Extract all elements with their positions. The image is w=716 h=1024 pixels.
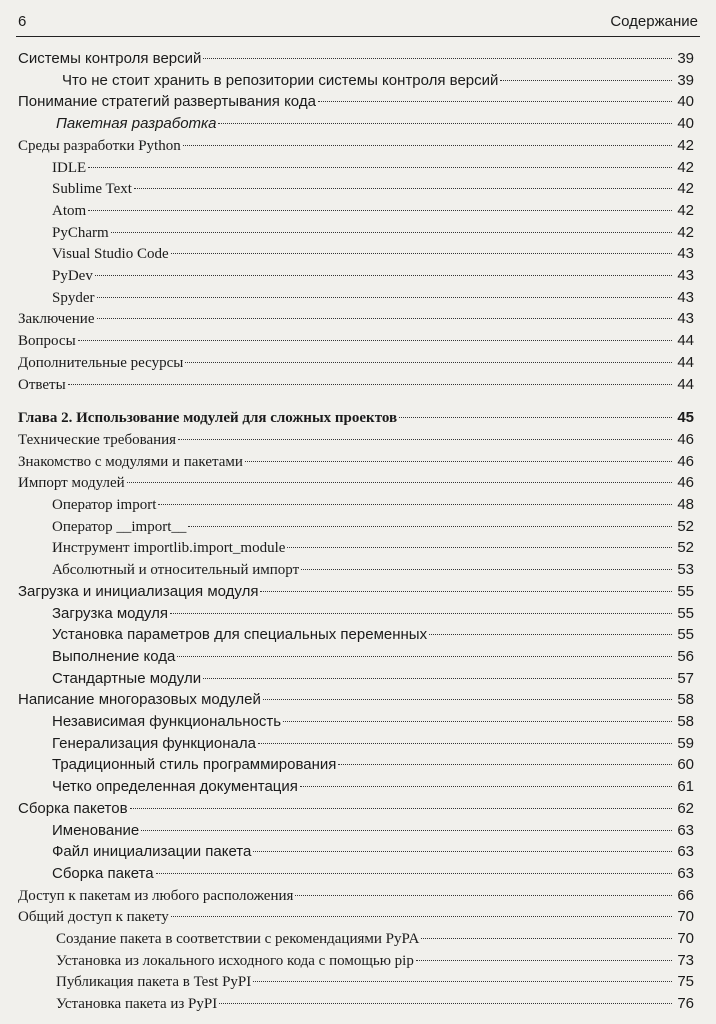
dot-leader — [95, 275, 672, 276]
toc-page-number: 55 — [677, 626, 694, 644]
toc-subentry[interactable] — [52, 820, 694, 841]
toc-page-number: 53 — [677, 561, 694, 579]
toc-page-number: 70 — [677, 908, 694, 926]
toc-entry-title: Пакетная разработка — [56, 115, 217, 133]
toc-subentry[interactable] — [52, 624, 694, 645]
toc-page-number: 59 — [677, 734, 694, 752]
toc-page-number: 40 — [677, 115, 694, 133]
toc-entry-title: Загрузка модуля — [52, 604, 168, 622]
toc-page-number: 60 — [677, 756, 694, 774]
toc-entry-title: Общий доступ к пакету — [18, 909, 169, 926]
toc-page-number: 76 — [677, 995, 694, 1013]
toc-entry-title: Visual Studio Code — [52, 246, 169, 263]
dot-leader — [68, 384, 672, 385]
toc-entry-title: Публикация пакета в Test PyPI — [56, 974, 252, 991]
toc-entry[interactable] — [18, 798, 694, 819]
toc-entry[interactable] — [18, 374, 694, 395]
toc-page-number: 55 — [677, 582, 694, 600]
toc-entry-title: Написание многоразовых модулей — [18, 691, 261, 709]
dot-leader — [263, 699, 672, 700]
toc-entry-title: IDLE — [52, 159, 87, 176]
toc-entry-title: Ответы — [18, 376, 66, 393]
dot-leader — [111, 232, 672, 233]
toc-page-number: 46 — [677, 430, 694, 448]
toc-subentry[interactable] — [52, 668, 694, 689]
toc-entry-title: Дополнительные ресурсы — [18, 354, 184, 371]
toc-subentry[interactable] — [52, 841, 694, 862]
toc-subentry[interactable] — [52, 178, 694, 199]
toc-entry-title: Знакомство с модулями и пакетами — [18, 453, 243, 470]
toc-page-number: 73 — [677, 951, 694, 969]
toc-page-number: 42 — [677, 136, 694, 154]
dot-leader — [283, 721, 672, 722]
toc-subentry[interactable] — [52, 776, 694, 797]
dot-leader — [156, 873, 672, 874]
toc-entry-title: Инструмент importlib.import_module — [52, 540, 286, 557]
toc-page-number: 55 — [677, 604, 694, 622]
toc-subentry[interactable] — [52, 243, 694, 264]
toc-entry[interactable] — [18, 451, 694, 472]
toc-entry-title: Именование — [52, 821, 140, 839]
dot-leader — [177, 656, 672, 657]
dot-leader — [178, 439, 672, 440]
dot-leader — [295, 895, 672, 896]
dot-leader — [421, 938, 672, 939]
toc-entry-title: Импорт модулей — [18, 475, 125, 492]
toc-entry[interactable] — [18, 91, 694, 112]
toc-subentry[interactable] — [52, 733, 694, 754]
dot-leader — [260, 591, 672, 592]
dot-leader — [171, 916, 672, 917]
dot-leader — [170, 613, 672, 614]
toc-page-number: 75 — [677, 973, 694, 991]
toc-subentry[interactable] — [52, 646, 694, 667]
toc-page-number: 48 — [677, 496, 694, 513]
dot-leader — [500, 80, 672, 81]
dot-leader — [253, 851, 672, 852]
dot-leader — [158, 504, 672, 505]
toc-page-number: 42 — [677, 201, 694, 219]
toc-entry-title: Spyder — [52, 289, 95, 306]
toc-page-number: 44 — [677, 375, 694, 393]
toc-entry-title: Установка параметров для специальных переменных — [52, 626, 428, 644]
toc-page-number: 45 — [677, 409, 694, 427]
dot-leader — [88, 210, 672, 211]
toc-entry[interactable] — [18, 906, 694, 927]
toc-entry-title: Традиционный стиль программирования — [52, 756, 337, 774]
toc-page-number: 62 — [677, 799, 694, 817]
toc-page-number: 57 — [677, 669, 694, 687]
dot-leader — [203, 678, 672, 679]
dot-leader — [338, 764, 672, 765]
toc-entry[interactable] — [18, 330, 694, 351]
toc-page-number: 46 — [677, 452, 694, 470]
toc-subentry[interactable] — [56, 993, 694, 1014]
dot-leader — [203, 58, 672, 59]
toc-entry[interactable] — [18, 689, 694, 710]
toc-entry-title: Atom — [52, 202, 87, 219]
toc-page-number: 58 — [677, 713, 694, 730]
toc-entry-title: Файл инициализации пакета — [52, 843, 252, 861]
toc-page-number: 70 — [677, 930, 694, 947]
toc-subentry[interactable] — [52, 200, 694, 221]
toc-subentry[interactable] — [52, 863, 694, 884]
toc-subentry[interactable] — [52, 537, 694, 558]
dot-leader — [183, 145, 672, 146]
toc-subentry[interactable] — [52, 494, 694, 515]
toc-entry[interactable] — [18, 48, 694, 69]
section-title: Содержание — [610, 13, 698, 30]
dot-leader — [300, 786, 672, 787]
dot-leader — [141, 830, 672, 831]
toc-subentry[interactable] — [52, 711, 694, 732]
dot-leader — [429, 634, 672, 635]
dot-leader — [301, 569, 672, 570]
toc-page-number: 40 — [677, 93, 694, 111]
toc-entry-title: Стандартные модули — [52, 669, 202, 687]
toc-entry-title: Что не стоит хранить в репозитории системы контроля версий — [62, 71, 499, 89]
toc-subentry[interactable] — [52, 265, 694, 286]
toc-entry[interactable] — [18, 352, 694, 373]
toc-page-number: 61 — [677, 778, 694, 796]
toc-entry-title: Независимая функциональность — [52, 713, 282, 730]
toc-subentry[interactable] — [52, 754, 694, 775]
toc-subentry[interactable] — [52, 516, 694, 537]
toc-page-number: 58 — [677, 691, 694, 709]
toc-subentry[interactable] — [52, 287, 694, 308]
toc-subentry[interactable] — [56, 113, 694, 134]
toc-page-number: 43 — [677, 245, 694, 263]
toc-page-number: 63 — [677, 864, 694, 882]
dot-leader — [97, 297, 673, 298]
toc-subentry[interactable] — [52, 157, 694, 178]
toc-page-number: 42 — [677, 180, 694, 198]
toc-entry[interactable] — [18, 429, 694, 450]
dot-leader — [127, 482, 672, 483]
toc-page-number: 43 — [677, 310, 694, 328]
toc-page-number: 43 — [677, 288, 694, 306]
toc-entry-title: Среды разработки Python — [18, 137, 181, 154]
dot-leader — [258, 743, 672, 744]
toc-entry[interactable] — [18, 135, 694, 156]
page-number: 6 — [18, 13, 27, 30]
toc-entry-title: PyDev — [52, 268, 93, 284]
toc-entry-title: Доступ к пакетам из любого расположения — [18, 887, 294, 904]
toc-entry-title: Четко определенная документация — [52, 778, 298, 796]
toc-entry-title: Глава 2. Использование модулей для сложных проектов — [18, 410, 398, 427]
toc-entry-title: Заключение — [18, 311, 95, 328]
toc-entry[interactable] — [18, 885, 694, 906]
toc-entry-title: Генерализация функционала — [52, 734, 256, 752]
toc-entry-title: Технические требования — [18, 431, 177, 448]
toc-page-number: 39 — [677, 50, 694, 67]
toc-subentry[interactable] — [52, 222, 694, 243]
toc-entry-title: Вопросы — [18, 333, 76, 350]
dot-leader — [134, 188, 672, 189]
toc-page-number: 44 — [677, 353, 694, 371]
dot-leader — [188, 526, 672, 527]
dot-leader — [218, 123, 672, 124]
toc-page-number: 56 — [677, 647, 694, 665]
toc-entry-title: PyCharm — [52, 224, 109, 241]
dot-leader — [78, 340, 672, 341]
dot-leader — [88, 167, 672, 168]
dot-leader — [185, 362, 672, 363]
toc-subentry[interactable] — [52, 603, 694, 624]
toc-entry-title: Установка из локального исходного кода с помощью pip — [56, 952, 414, 969]
toc-entry[interactable] — [18, 581, 694, 602]
toc-entry-title: Установка пакета из PyPI — [56, 996, 218, 1013]
toc-subentry[interactable] — [56, 971, 694, 992]
toc-entry-title: Системы контроля версий — [18, 50, 202, 67]
toc-page-number: 66 — [677, 886, 694, 904]
toc-page-number: 42 — [677, 223, 694, 241]
toc-entry-title: Создание пакета в соответствии с рекомендациями PyPA — [56, 931, 420, 947]
dot-leader — [416, 960, 672, 961]
toc-subentry[interactable] — [62, 70, 694, 91]
toc-subentry[interactable] — [56, 950, 694, 971]
dot-leader — [399, 417, 672, 418]
toc-page-number: 52 — [677, 539, 694, 557]
toc-page-number: 63 — [677, 843, 694, 861]
toc-entry-title: Загрузка и инициализация модуля — [18, 582, 259, 600]
dot-leader — [253, 981, 672, 982]
toc-page-number: 63 — [677, 821, 694, 839]
toc-page-number: 46 — [677, 474, 694, 492]
dot-leader — [130, 808, 672, 809]
toc-entry-title: Понимание стратегий развертывания кода — [18, 93, 316, 111]
dot-leader — [318, 101, 672, 102]
toc-page-number: 44 — [677, 332, 694, 350]
toc-entry-title: Сборка пакетов — [18, 799, 128, 817]
toc-chapter-entry[interactable] — [18, 407, 694, 428]
toc-entry-title: Выполнение кода — [52, 647, 176, 665]
toc-page-number: 52 — [677, 517, 694, 535]
toc-entry-title: Сборка пакета — [52, 864, 154, 882]
toc-page-number: 42 — [677, 158, 694, 176]
toc-subentry[interactable] — [56, 928, 694, 949]
toc-page-number: 43 — [677, 267, 694, 284]
toc-entry-title: Sublime Text — [52, 181, 132, 198]
toc-entry[interactable] — [18, 472, 694, 493]
dot-leader — [245, 461, 672, 462]
toc-subentry[interactable] — [52, 559, 694, 580]
toc-entry-title: Оператор __import__ — [52, 518, 187, 535]
toc-entry[interactable] — [18, 308, 694, 329]
dot-leader — [171, 253, 672, 254]
toc-entry-title: Абсолютный и относительный импорт — [52, 562, 300, 579]
toc-page-number: 39 — [677, 71, 694, 89]
toc-entry-title: Оператор import — [52, 497, 157, 513]
dot-leader — [287, 547, 672, 548]
dot-leader — [219, 1003, 672, 1004]
dot-leader — [97, 318, 673, 319]
